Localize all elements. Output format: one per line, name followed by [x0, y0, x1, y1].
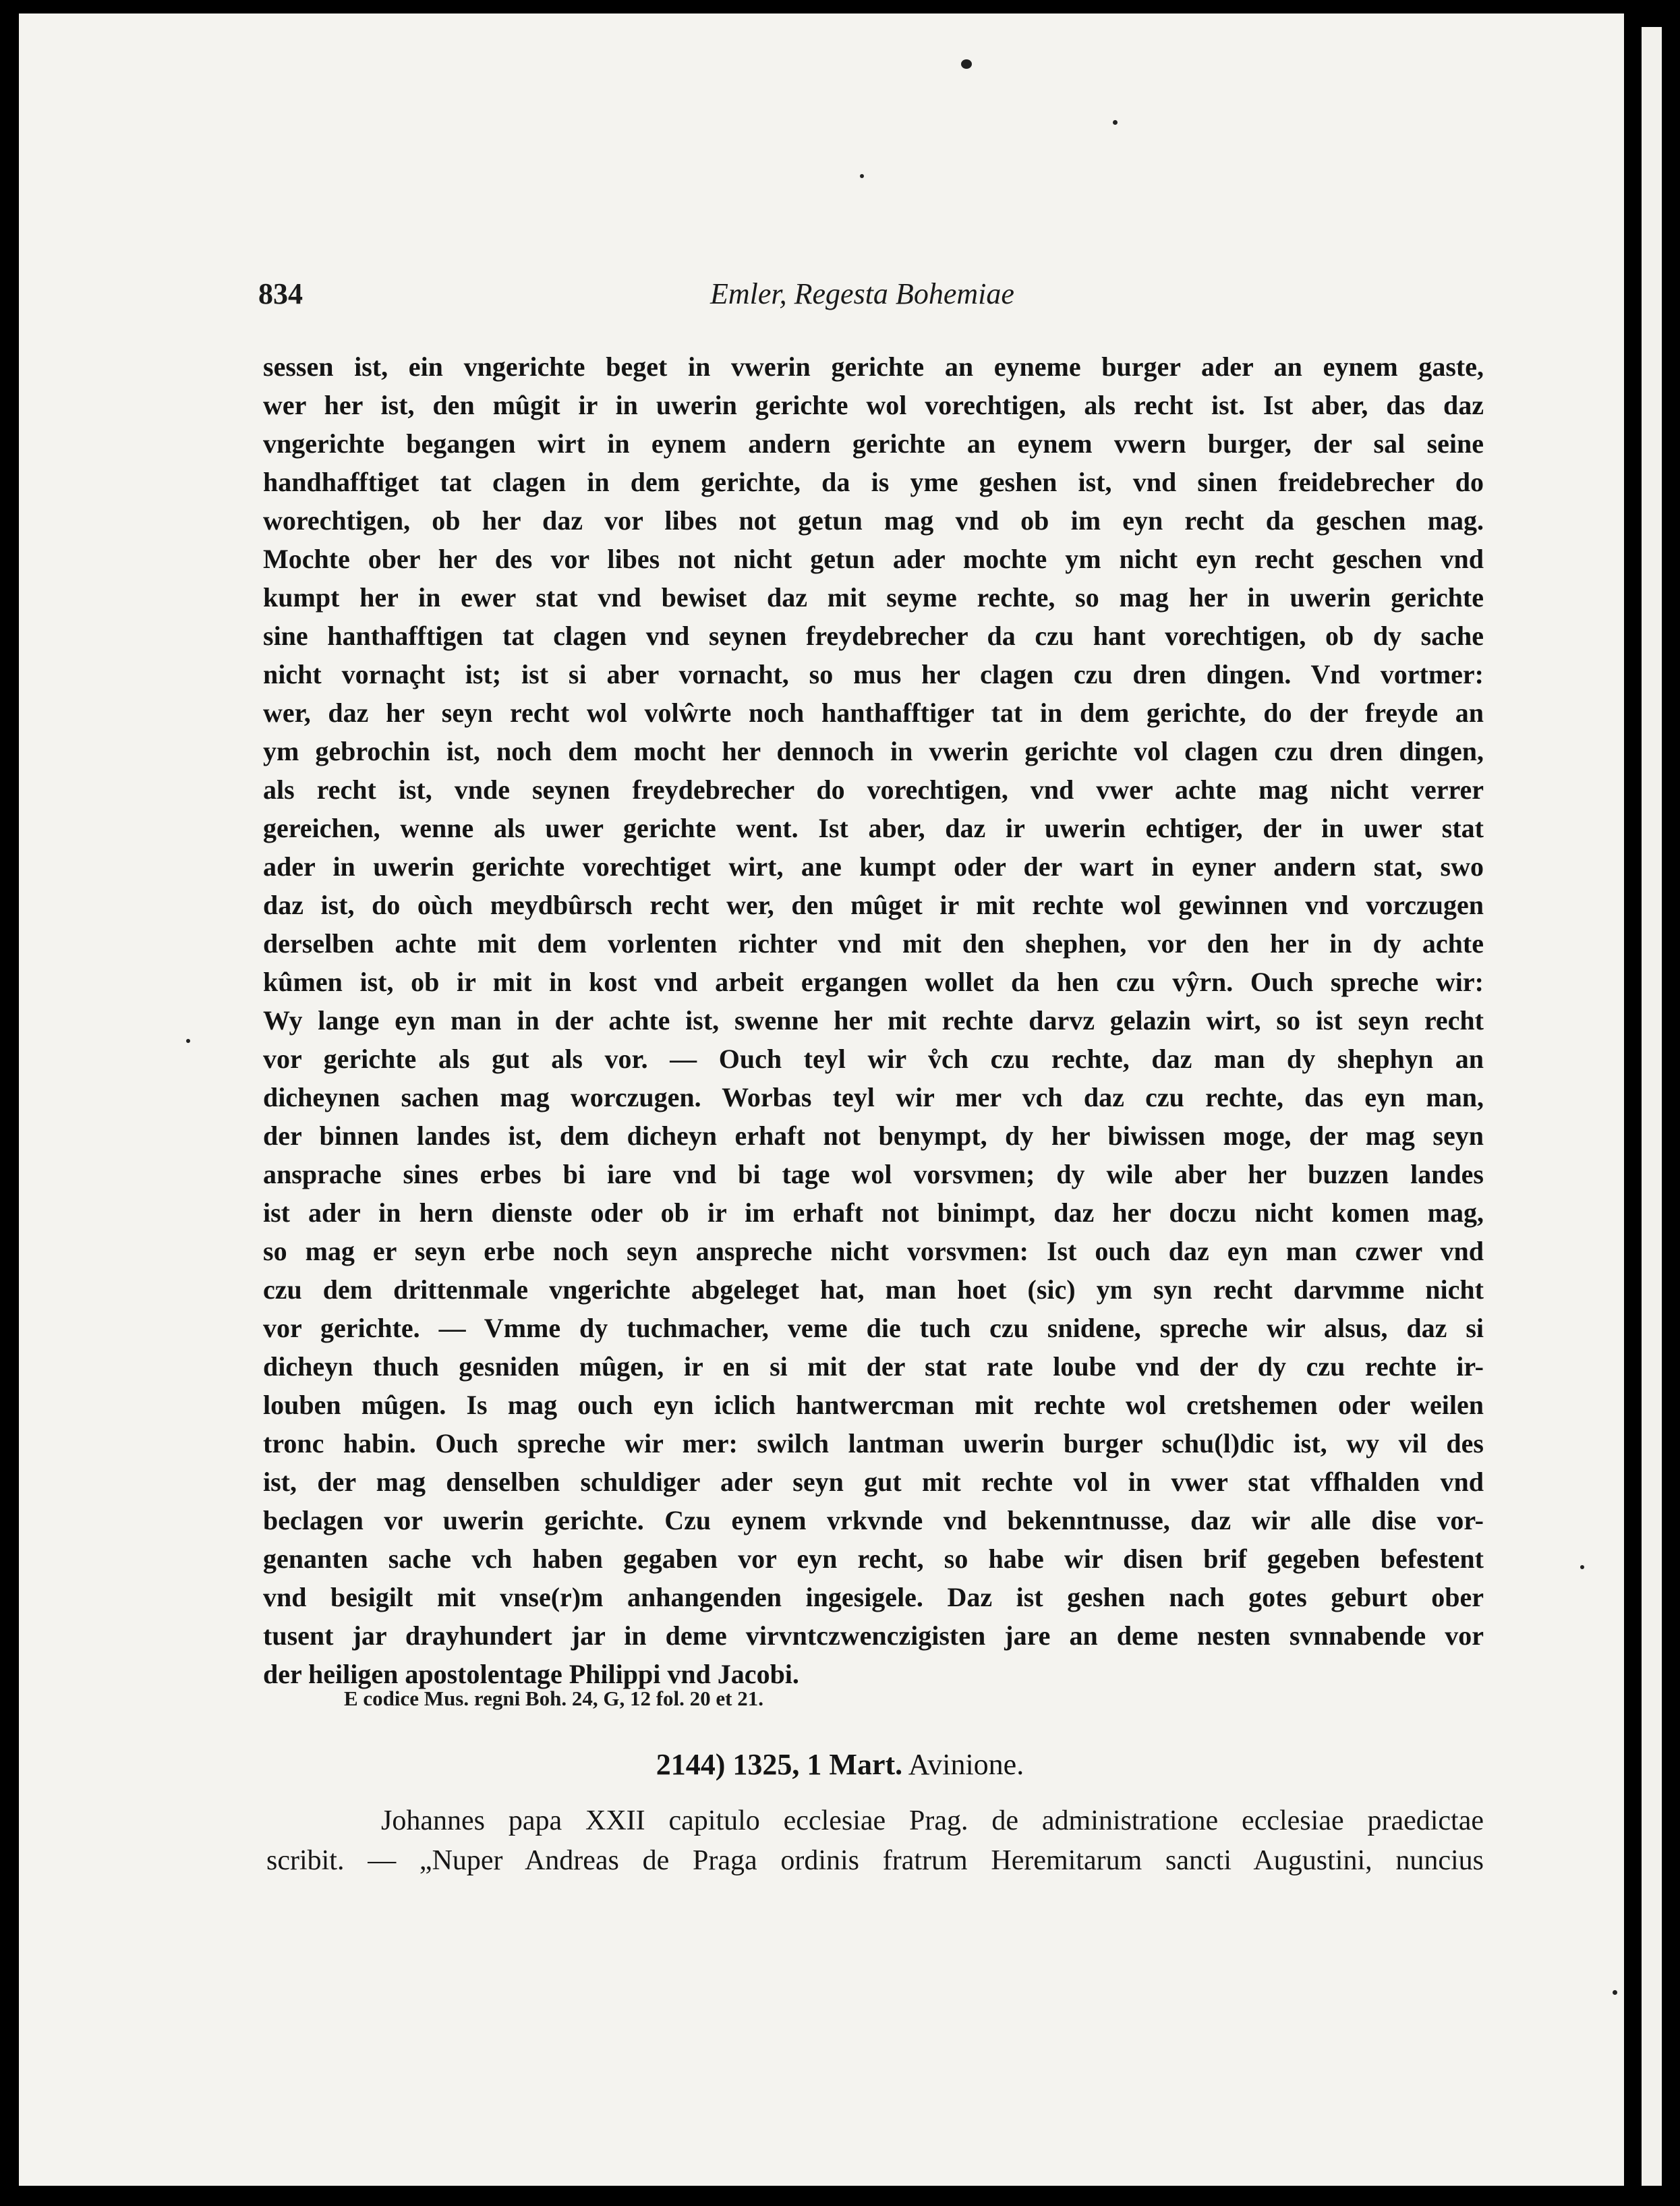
text-line: sine hanthafftigen tat clagen vnd seynen freydebrecher da czu hant vorechtigen, ob dy sache: [263, 621, 1484, 651]
text-line: louben mûgen. Is mag ouch eyn iclich hantwercman mit rechte wol cretshemen oder weilen: [263, 1390, 1484, 1420]
entry-number: 2144): [656, 1748, 726, 1781]
text-line: wer, daz her seyn recht wol volŵrte noch hanthafftiger tat in dem gerichte, do der freyde an: [263, 698, 1484, 728]
ink-speck: [1113, 120, 1118, 125]
text-line: kumpt her in ewer stat vnd bewiset daz mit seyme rechte, so mag her in uwerin gerichte: [263, 582, 1484, 613]
text-line: als recht ist, vnde seynen freydebrecher do vorechtigen, vnd vwer achte mag nicht verrer: [263, 774, 1484, 805]
text-line: so mag er seyn erbe noch seyn anspreche nicht vorsvmen: Ist ouch daz eyn man czwer vnd: [263, 1236, 1484, 1266]
text-line: vor gerichte. — Vmme dy tuchmacher, veme die tuch czu snidene, spreche wir alsus, daz si: [263, 1313, 1484, 1343]
text-line: genanten sache vch haben gegaben vor eyn recht, so habe wir disen brif gegeben befestent: [263, 1544, 1484, 1574]
entry-heading: [0, 1747, 1680, 1782]
text-line: vnd besigilt mit vnse(r)m anhangenden ingesigele. Daz ist geshen nach gotes geburt ober: [263, 1582, 1484, 1612]
text-line: worechtigen, ob her daz vor libes not getun mag vnd ob im eyn recht da geschen mag.: [263, 505, 1484, 536]
text-line: tusent jar drayhundert jar in deme virvntczwenczigisten jare an deme nesten svnnabende vor: [263, 1620, 1484, 1651]
text-line: kûmen ist, ob ir mit in kost vnd arbeit ergangen wollet da hen czu vŷrn. Ouch spreche wir:: [263, 967, 1484, 997]
ink-speck: [186, 1039, 190, 1043]
ink-speck: [860, 174, 864, 178]
text-line: dicheynen sachen mag worczugen. Worbas teyl wir mer vch daz czu rechte, das eyn man,: [263, 1082, 1484, 1112]
text-line: nicht vornaçht ist; ist si aber vornacht, so mus her clagen czu dren dingen. Vnd vortmer:: [263, 659, 1484, 689]
document-body: [263, 347, 1484, 1693]
entry-summary: [266, 1801, 1484, 1881]
text-line: ym gebrochin ist, noch dem mocht her dennoch in vwerin gerichte vol clagen czu dren dingen,: [263, 736, 1484, 766]
text-line: ist, der mag denselben schuldiger ader seyn gut mit rechte vol in vwer stat vffhalden vnd: [263, 1467, 1484, 1497]
ink-speck: [1580, 1565, 1584, 1569]
text-line: derselben achte mit dem vorlenten richter vnd mit den shephen, vor den her in dy achte: [263, 928, 1484, 959]
page-header: [258, 277, 1034, 317]
text-line: vngerichte begangen wirt in eynem andern gerichte an eynem vwern burger, der sal seine: [263, 428, 1484, 459]
text-line: tronc habin. Ouch spreche wir mer: swilch lantman uwerin burger schu(l)dic ist, wy vil des: [263, 1428, 1484, 1459]
text-line: dicheyn thuch gesniden mûgen, ir en si mit der stat rate loube vnd der dy czu rechte ir-: [263, 1351, 1484, 1382]
text-line: vor gerichte als gut als vor. — Ouch teyl wir v̊ch czu rechte, daz man dy shephyn an: [263, 1044, 1484, 1074]
entry-line: scribit. — „Nuper Andreas de Praga ordinis fratrum Heremitarum sancti Augustini, nuncius: [266, 1845, 1484, 1876]
entry-place: Avinione.: [908, 1748, 1024, 1781]
text-line-final: der heiligen apostolentage Philippi vnd Jacobi.: [263, 1659, 799, 1689]
running-title: Emler, Regesta Bohemiae: [710, 277, 1014, 310]
ink-speck: [1613, 1990, 1617, 1995]
text-line: ist ader in hern dienste oder ob ir im erhaft not binimpt, daz her doczu nicht komen mag,: [263, 1197, 1484, 1228]
text-line: wer her ist, den mûgit ir in uwerin gerichte wol vorechtigen, als recht ist. Ist aber, das daz: [263, 390, 1484, 420]
text-line: sessen ist, ein vngerichte beget in vwerin gerichte an eyneme burger ader an eynem gaste,: [263, 351, 1484, 382]
text-line: czu dem drittenmale vngerichte abgeleget hat, man hoet (sic) ym syn recht darvmme nicht: [263, 1274, 1484, 1305]
text-line: beclagen vor uwerin gerichte. Czu eynem vrkvnde vnd bekenntnusse, daz wir alle dise vor-: [263, 1505, 1484, 1535]
text-line: Mochte ober her des vor libes not nicht getun ader mochte ym nicht eyn recht geschen vnd: [263, 544, 1484, 574]
facing-page-edge: [1642, 27, 1662, 2186]
text-line: handhafftiget tat clagen in dem gerichte, da is yme geshen ist, vnd sinen freidebrecher do: [263, 467, 1484, 497]
ink-speck: [961, 59, 972, 69]
text-line: daz ist, do oùch meydbûrsch recht wer, den mûget ir mit rechte wol gewinnen vnd vorczugen: [263, 890, 1484, 920]
source-citation: E codice Mus. regni Boh. 24, G, 12 fol. 20 et 21.: [344, 1687, 763, 1710]
text-line: gereichen, wenne als uwer gerichte went. Ist aber, daz ir uwerin echtiger, der in uwer stat: [263, 813, 1484, 843]
text-line: der binnen landes ist, dem dicheyn erhaft not benympt, dy her biwissen moge, der mag seyn: [263, 1121, 1484, 1151]
text-line: ansprache sines erbes bi iare vnd bi tage wol vorsvmen; dy wile aber her buzzen landes: [263, 1159, 1484, 1189]
entry-line: Johannes papa XXII capitulo ecclesiae Prag. de administratione ecclesiae praedictae: [381, 1805, 1484, 1836]
text-line: ader in uwerin gerichte vorechtiget wirt, ane kumpt oder der wart in eyner andern stat, swo: [263, 851, 1484, 882]
page-number: 834: [258, 277, 303, 310]
entry-date: 1325, 1 Mart.: [732, 1748, 903, 1781]
text-line: Wy lange eyn man in der achte ist, swenne her mit rechte darvz gelazin wirt, so ist seyn recht: [263, 1005, 1484, 1036]
